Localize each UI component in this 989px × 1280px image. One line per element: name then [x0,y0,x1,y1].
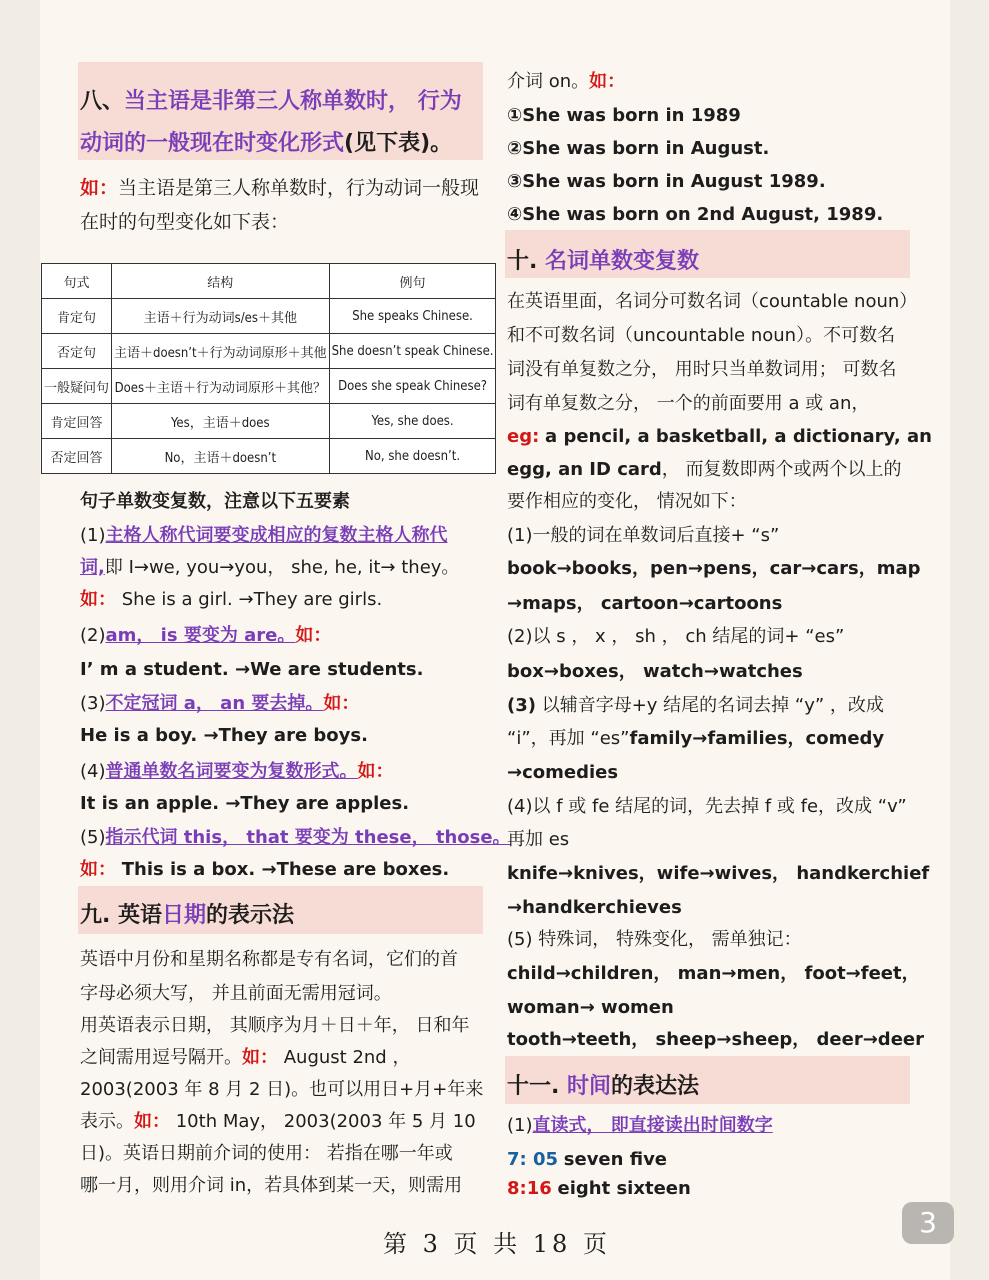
case4-example-1: knife→knives，wife→wives， handkerchief [507,863,930,884]
section8-intro-line1: 如：当主语是第三人称单数时，行为动词一般现 [80,177,480,199]
case2-rule: (2)以 s ， x ， sh ， ch 结尾的词+ “es” [507,626,845,647]
rule5-example: 如： This is a box. →These are boxes. [80,859,450,880]
table-cell: Does＋主语＋行为动词原形＋其他？ [112,369,330,404]
birth-example-2: ②She was born in August. [507,138,770,159]
section9-line1: 英语中月份和星期名称都是专有名词，它们的首 [80,949,458,970]
table-cell: 主语＋doesn’t＋行为动词原形＋其他 [112,334,330,369]
case1-example-2: →maps， cartoon→cartoons [507,593,783,614]
case4-example-2: →handkerchieves [507,897,682,918]
case5-example-2: woman→ women [507,997,674,1018]
section9-line6: 表示。如： 10th May， 2003(2003 年 5 月 10 [80,1111,476,1132]
table-cell: No, she doesn’t. [329,439,496,474]
case5-rule: (5) 特殊词， 特殊变化， 需单独记： [507,929,802,950]
case3-rule-line2: “i”，再加 “es”family→families，comedy [507,728,885,749]
rule4-line: (4)普通单数名词要变为复数形式。如： [80,761,394,782]
table-cell: No，主语＋doesn’t [112,439,330,474]
table-cell: She doesn’t speak Chinese. [329,334,496,369]
section11-title: 十一. 时间的表达法 [507,1074,700,1099]
section10-line2: 和不可数名词（uncountable noun）。不可数名 [507,325,896,346]
section9-line8: 哪一月，则用介词 in，若具体到某一天，则需用 [80,1175,463,1196]
section9-title: 九. 英语日期的表示法 [80,903,295,928]
preposition-on-line: 介词 on。如： [507,71,626,92]
birth-example-4: ④She was born on 2nd August, 1989. [507,204,884,225]
rule1-line2: 词,即 I→we, you→you， she, he, it→ they。 [80,557,460,578]
table-header-cell: 例句 [329,264,496,299]
table-cell: Yes, she does. [329,404,496,439]
case3-example: →comedies [507,762,619,783]
section10-line5: 要作相应的变化， 情况如下： [507,491,747,512]
table-cell: She speaks Chinese. [329,299,496,334]
section9-line7: 日)。英语日期前介词的使用： 若指在哪一年或 [80,1143,453,1164]
table-cell: 否定句 [42,334,112,369]
section9-line3: 用英语表示日期， 其顺序为月＋日＋年， 日和年 [80,1015,470,1036]
table-cell: 一般疑问句 [42,369,112,404]
table-row [42,439,496,474]
case4-rule-line1: (4)以 f 或 fe 结尾的词，先去掉 f 或 fe，改成 “v” [507,796,907,817]
table-row [42,404,496,439]
case1-example-1: book→books，pen→pens，car→cars，map [507,558,921,579]
birth-example-3: ③She was born in August 1989. [507,171,826,192]
rule3-line: (3)不定冠词 a， an 要去掉。如： [80,693,360,714]
verb-form-table [41,263,496,474]
case4-rule-line2: 再加 es [507,829,570,850]
section10-eg-line2: egg, an ID card， 而复数即两个或两个以上的 [507,459,902,480]
plural-rules-heading: 句子单数变复数，注意以下五要素 [80,491,350,512]
birth-example-1: ①She was born in 1989 [507,105,741,126]
section10-line1: 在英语里面，名词分可数名词（countable noun） [507,291,918,312]
case2-example: box→boxes， watch→watches [507,661,803,682]
section10-title: 十. 名词单数变复数 [507,249,700,274]
section8-title-line1: 八、当主语是非第三人称单数时， 行为 [80,89,462,114]
time-rule-1: (1)直读式， 即直接读出时间数字 [507,1115,773,1136]
table-cell: 否定回答 [42,439,112,474]
table-cell: 肯定句 [42,299,112,334]
table-cell: 肯定回答 [42,404,112,439]
rule3-example: He is a boy. →They are boys. [80,725,368,746]
section10-eg-line1: eg: a pencil, a basketball, a dictionary, an [507,426,932,447]
section10-line3: 词没有单复数之分， 用时只当单数词用； 可数名 [507,359,897,380]
case3-rule-line1: (3) 以辅音字母+y 结尾的名词去掉 “y” ，改成 [507,695,884,716]
table-row [42,369,496,404]
section8-title-line2: 动词的一般现在时变化形式(见下表)。 [80,131,453,156]
section9-line2: 字母必须大写， 并且前面无需用冠词。 [80,983,392,1004]
rule5-line: (5)指示代词 this， that 要变为 these， those。 [80,827,511,848]
section8-intro-line2: 在时的句型变化如下表： [80,211,290,233]
case5-example-3: tooth→teeth， sheep→sheep， deer→deer [507,1029,924,1050]
case1-rule: (1)一般的词在单数词后直接+ “s” [507,525,780,546]
table-cell: 主语＋行为动词s/es＋其他 [112,299,330,334]
rule2-line: (2)am， is 要变为 are。如： [80,625,332,646]
time-example-2: 8:16 eight sixteen [507,1178,691,1199]
rule1-line1: (1)主格人称代词要变成相应的复数主格人称代 [80,525,448,546]
rule4-example: It is an apple. →They are apples. [80,793,410,814]
section10-line4: 词有单复数之分， 一个的前面要用 a 或 an， [507,393,870,414]
time-example-1: 7: 05 seven five [507,1149,668,1170]
table-header-cell: 结构 [112,264,330,299]
table-header-row [42,264,496,299]
page-number-badge[interactable]: 3 [902,1202,954,1244]
section9-line4: 之间需用逗号隔开。如： August 2nd ， [80,1047,411,1068]
case5-example-1: child→children， man→men， foot→feet， [507,963,920,984]
table-row [42,299,496,334]
table-cell: Yes，主语＋does [112,404,330,439]
rule1-example: 如： She is a girl. →They are girls. [80,589,383,610]
table-header-cell: 句式 [42,264,112,299]
table-cell: Does she speak Chinese? [329,369,496,404]
page-footer: 第 3 页 共 18 页 [383,1230,611,1258]
section9-line5: 2003(2003 年 8 月 2 日)。也可以用日+月+年来 [80,1079,484,1100]
table-row [42,334,496,369]
rule2-example: I’ m a student. →We are students. [80,659,424,680]
